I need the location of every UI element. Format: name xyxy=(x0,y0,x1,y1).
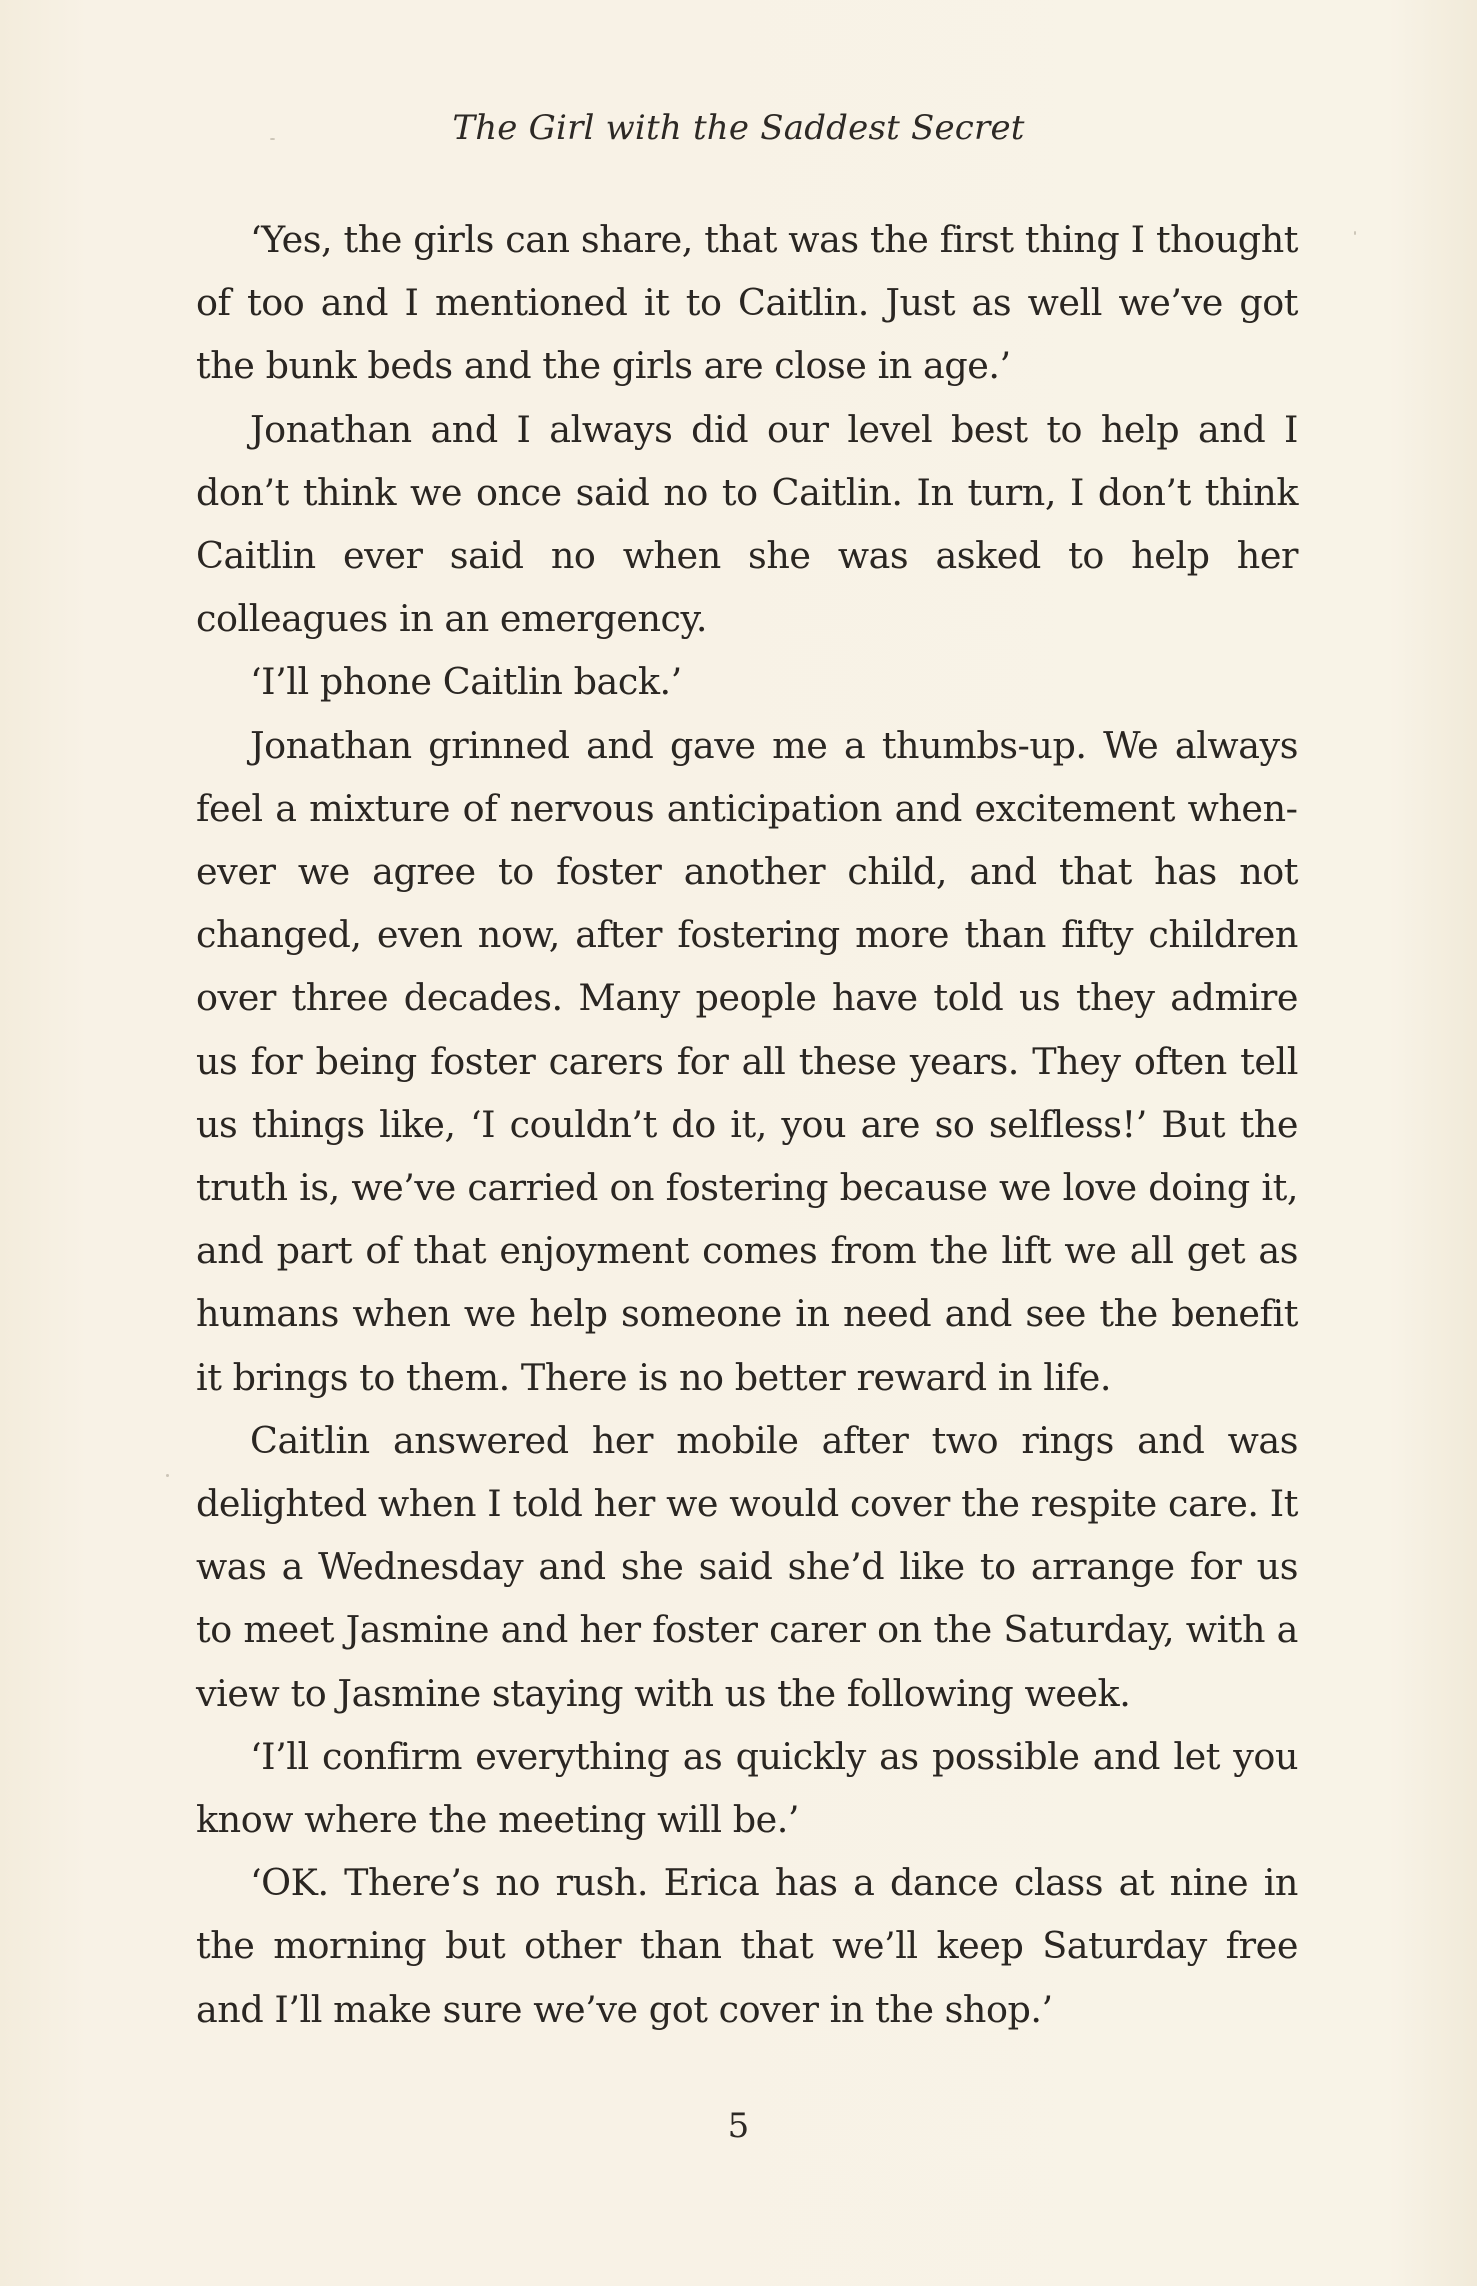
paper-speck xyxy=(166,1474,169,1477)
paragraph: ‘Yes, the girls can share, that was the first thing I thought of too and I mentioned it to Caitlin. Just as well we’ve got the bunk beds and the girls are close in age.’ xyxy=(196,218,1298,388)
paper-speck xyxy=(270,138,275,140)
body-text xyxy=(196,208,1298,2041)
paragraph: Caitlin answered her mobile after two rings and was delighted when I told her we would cover the respite care. It was a Wednesday and she said she’d like to arrange for us to meet Jasmine and her foster carer on the Saturday, with a view to Jasmine staying with us the following week. xyxy=(196,1418,1298,1715)
paper-speck xyxy=(1354,231,1356,235)
running-head: The Girl with the Saddest Secret xyxy=(452,108,1025,148)
paragraph: Jonathan and I always did our level best to help and I don’t think we once said no to Caitlin. In turn, I don’t think Caitlin ever said no when she was asked to help her colleagues in an emergency. xyxy=(196,407,1298,641)
paragraph: Jonathan grinned and gave me a thumbs-up. We always feel a mixture of nervous anticipation and excitement whenever we agree to foster another child, and that has not changed, even now, after fostering more than fifty children over three decades. Many people have told us they admire us for being foster carers for all these years. They often tell us things like, ‘I couldn’t do it, you are so selfless!’ But the truth is, we’ve carried on fostering because we love doing it, and part of that enjoyment comes from the lift we all get as humans when we help someone in need and see the benefit it brings to them. There is no better reward in life. xyxy=(196,723,1298,1399)
paragraph: ‘OK. There’s no rush. Erica has a dance class at nine in the morning but other than that we’ll keep Saturday free and I’ll make sure we’ve got cover in the shop.’ xyxy=(196,1861,1298,2031)
paragraph: ‘I’ll confirm everything as quickly as possible and let you know where the meeting will be.’ xyxy=(196,1734,1298,1842)
page-number: 5 xyxy=(727,2106,750,2146)
paragraph: ‘I’ll phone Caitlin back.’ xyxy=(250,660,682,704)
